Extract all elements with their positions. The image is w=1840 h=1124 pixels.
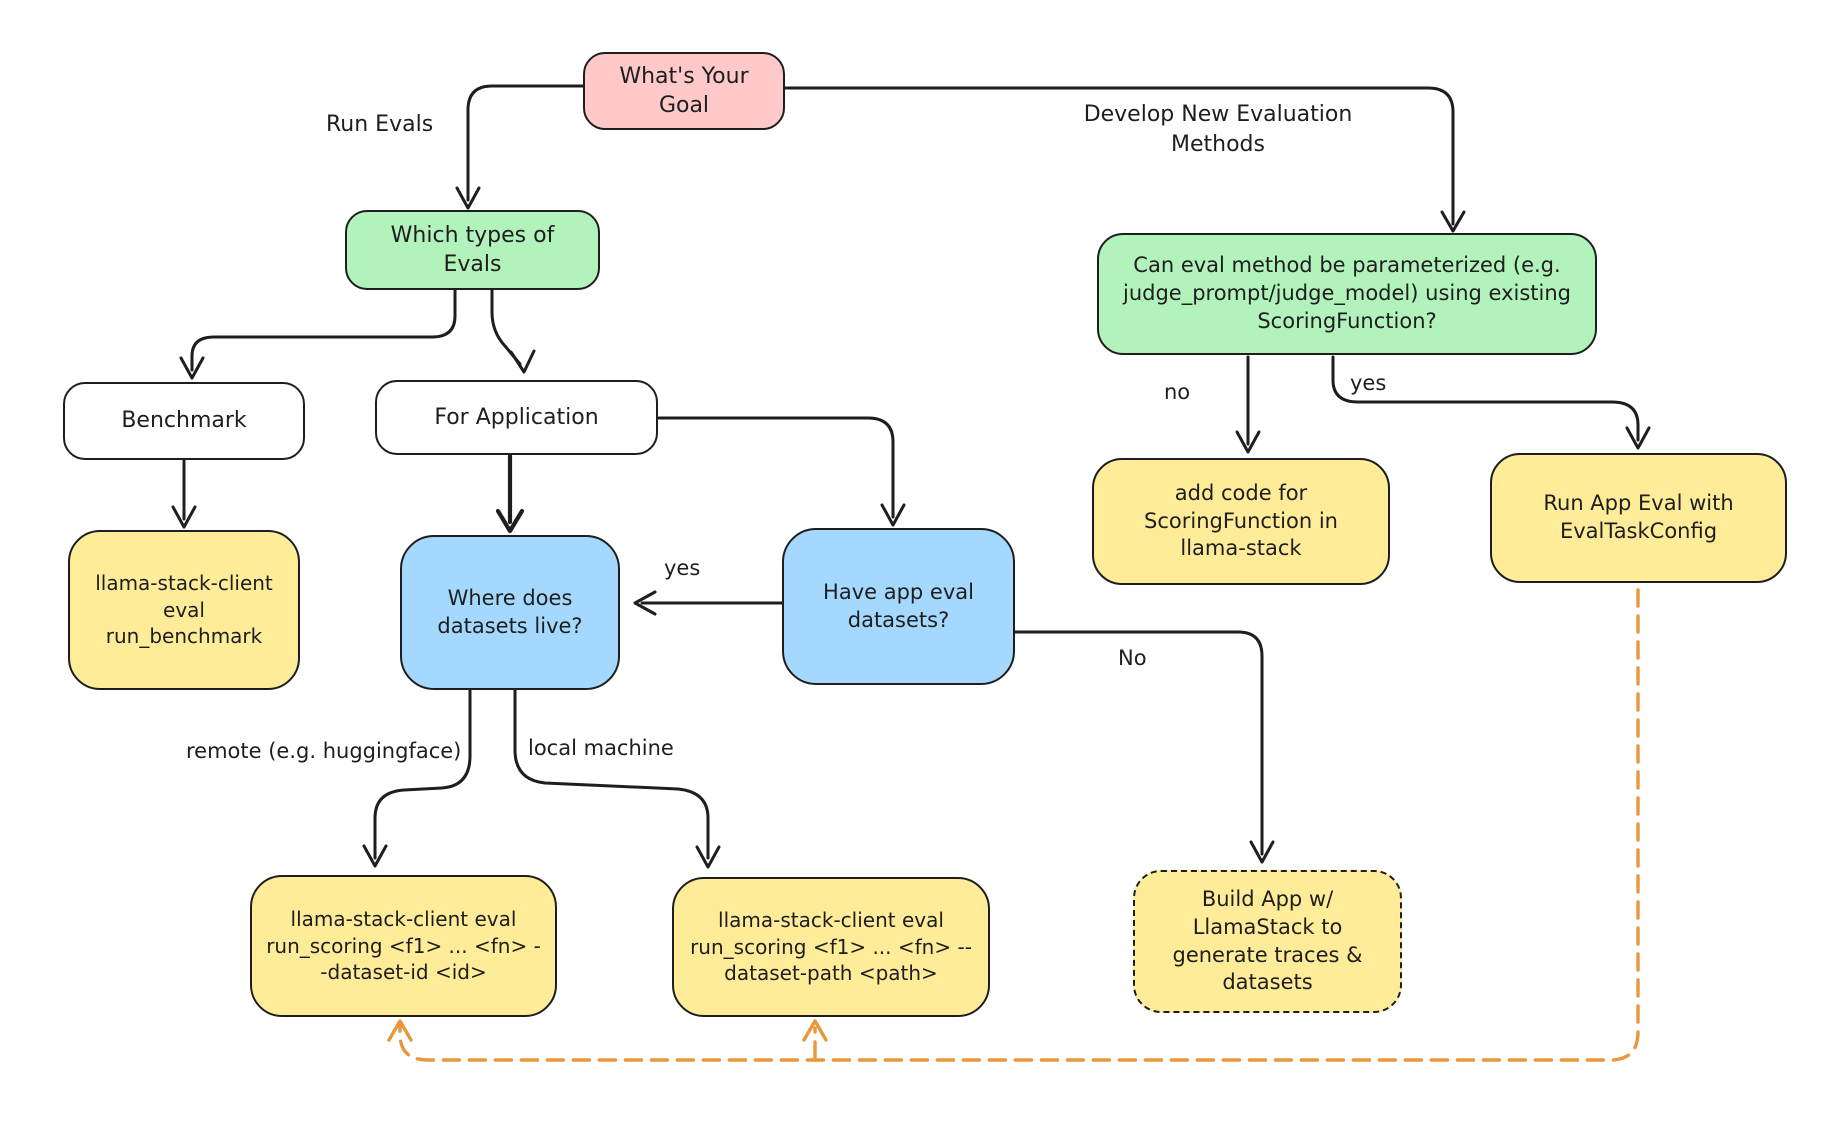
edge-goal-which-types bbox=[468, 86, 583, 200]
node-whats-your-goal: What's Your Goal bbox=[583, 52, 785, 130]
node-build-app-llamastack: Build App w/ LlamaStack to generate traces & datasets bbox=[1133, 870, 1402, 1013]
node-add-scoringfunction-code: add code for ScoringFunction in llama-stack bbox=[1092, 458, 1390, 585]
edge-param-runapp-yes bbox=[1333, 357, 1638, 440]
node-where-does-datasets-live: Where does datasets live? bbox=[400, 535, 620, 690]
node-run-scoring-dataset-path-cmd: llama-stack-client eval run_scoring <f1> ... <fn> --dataset-path <path> bbox=[672, 877, 990, 1017]
edge-label-yes-parameterized: yes bbox=[1350, 371, 1387, 395]
edge-label-develop-new-evaluation-methods: Develop New Evaluation Methods bbox=[1083, 102, 1353, 157]
edge-label-no-have-datasets: No bbox=[1118, 646, 1147, 670]
node-can-eval-method-be-parameterized: Can eval method be parameterized (e.g. judge_prompt/judge_model) using existing ScoringFunction? bbox=[1097, 233, 1597, 355]
edge-where-scoreid bbox=[375, 690, 470, 858]
node-run-app-eval: Run App Eval with EvalTaskConfig bbox=[1490, 453, 1787, 583]
node-which-types-of-evals: Which types of Evals bbox=[345, 210, 600, 290]
node-have-app-eval-datasets: Have app eval datasets? bbox=[782, 528, 1015, 685]
node-run-scoring-dataset-id-cmd: llama-stack-client eval run_scoring <f1> ... <fn> --dataset-id <id> bbox=[250, 875, 557, 1017]
edge-label-no-parameterized: no bbox=[1164, 380, 1191, 404]
edge-label-run-evals: Run Evals bbox=[326, 112, 434, 137]
edge-label-yes-have-datasets: yes bbox=[664, 556, 701, 580]
arrowhead bbox=[511, 351, 534, 372]
edge-which-forapp bbox=[492, 290, 520, 364]
node-run-benchmark-cmd: llama-stack-client eval run_benchmark bbox=[68, 530, 300, 690]
node-benchmark: Benchmark bbox=[63, 382, 305, 460]
node-for-application: For Application bbox=[375, 380, 658, 455]
edge-where-scorepath bbox=[515, 690, 708, 858]
edge-forapp-have bbox=[659, 418, 893, 517]
edge-label-local-machine: local machine bbox=[528, 736, 674, 760]
edge-label-remote-huggingface: remote (e.g. huggingface) bbox=[186, 739, 462, 763]
edge-which-benchmark bbox=[192, 290, 455, 370]
